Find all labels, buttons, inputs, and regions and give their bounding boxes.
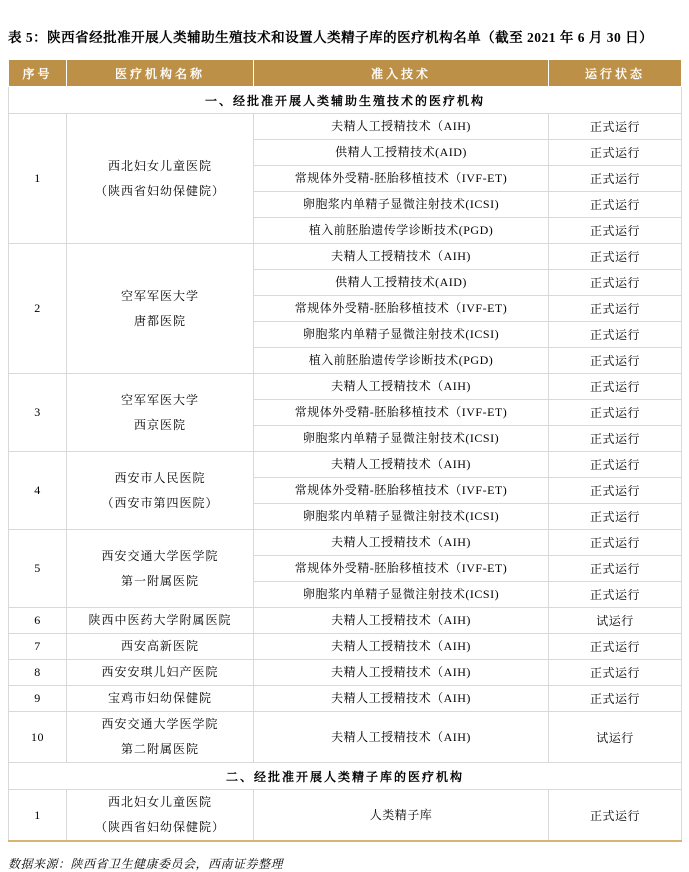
row-number-cell: 3	[9, 374, 67, 452]
tech-cell: 夫精人工授精技术（AIH)	[254, 374, 549, 400]
tech-cell: 常规体外受精-胚胎移植技术（IVF-ET)	[254, 400, 549, 426]
status-cell: 正式运行	[549, 660, 682, 686]
table-header	[9, 60, 682, 87]
section-row	[9, 87, 682, 114]
status-cell: 正式运行	[549, 296, 682, 322]
tech-cell: 夫精人工授精技术（AIH)	[254, 686, 549, 712]
institution-cell	[67, 374, 254, 452]
row-number-cell: 5	[9, 530, 67, 608]
table-row	[9, 686, 682, 712]
institution-cell	[67, 660, 254, 686]
institution-line: （陕西省妇幼保健院）	[94, 183, 225, 198]
table-title: 表 5：陕西省经批准开展人类辅助生殖技术和设置人类精子库的医疗机构名单（截至 2021 年 6 月 30 日）	[8, 30, 654, 45]
row-number-cell: 8	[9, 660, 67, 686]
status-cell: 正式运行	[549, 114, 682, 140]
institution-line: 唐都医院	[133, 313, 186, 328]
institution-line: 西安交通大学医学院	[101, 548, 219, 563]
table-row	[9, 530, 682, 556]
table-row	[9, 660, 682, 686]
table-row	[9, 608, 682, 634]
institution-cell	[67, 114, 254, 244]
institution-line: 西安高新医院	[120, 639, 199, 653]
status-cell: 正式运行	[549, 426, 682, 452]
row-number-cell: 6	[9, 608, 67, 634]
status-cell: 正式运行	[549, 348, 682, 374]
institution-line: 陕西中医药大学附属医院	[88, 613, 232, 627]
status-cell: 正式运行	[549, 478, 682, 504]
status-cell: 试运行	[549, 608, 682, 634]
table-row	[9, 452, 682, 478]
section-row	[9, 763, 682, 790]
table-row	[9, 374, 682, 400]
institution-cell	[67, 608, 254, 634]
institution-line: 第二附属医院	[120, 742, 199, 756]
tech-cell: 夫精人工授精技术（AIH)	[254, 244, 549, 270]
table-row	[9, 790, 682, 842]
column-header-technology: 准入技术	[254, 60, 549, 87]
data-source-note: 数据来源：陕西省卫生健康委员会，西南证券整理	[8, 857, 284, 871]
status-cell: 正式运行	[549, 244, 682, 270]
institution-line: 空军军医大学	[120, 392, 199, 407]
institution-line: 西北妇女儿童医院	[107, 795, 212, 809]
table-body	[9, 87, 682, 842]
status-cell: 正式运行	[549, 504, 682, 530]
section-title: 二、经批准开展人类精子库的医疗机构	[9, 763, 682, 790]
tech-cell: 夫精人工授精技术（AIH)	[254, 530, 549, 556]
tech-cell: 植入前胚胎遗传学诊断技术(PGD)	[254, 348, 549, 374]
tech-cell: 人类精子库	[254, 790, 549, 842]
row-number-cell: 2	[9, 244, 67, 374]
table-row	[9, 712, 682, 763]
status-cell: 正式运行	[549, 556, 682, 582]
tech-cell: 常规体外受精-胚胎移植技术（IVF-ET)	[254, 478, 549, 504]
column-header-no: 序号	[9, 60, 67, 87]
tech-cell: 植入前胚胎遗传学诊断技术(PGD)	[254, 218, 549, 244]
tech-cell: 夫精人工授精技术（AIH)	[254, 660, 549, 686]
column-header-status: 运行状态	[549, 60, 682, 87]
institution-cell	[67, 530, 254, 608]
institution-line: 宝鸡市妇幼保健院	[107, 691, 212, 705]
institution-line: 西京医院	[133, 417, 186, 432]
tech-cell: 常规体外受精-胚胎移植技术（IVF-ET)	[254, 166, 549, 192]
tech-cell: 夫精人工授精技术（AIH)	[254, 608, 549, 634]
row-number-cell: 10	[9, 712, 67, 763]
tech-cell: 常规体外受精-胚胎移植技术（IVF-ET)	[254, 296, 549, 322]
tech-cell: 卵胞浆内单精子显微注射技术(ICSI)	[254, 504, 549, 530]
institution-line: （西安市第四医院）	[101, 495, 219, 510]
column-header-institution: 医疗机构名称	[67, 60, 254, 87]
tech-cell: 夫精人工授精技术（AIH)	[254, 452, 549, 478]
status-cell: 正式运行	[549, 166, 682, 192]
status-cell: 正式运行	[549, 218, 682, 244]
row-number-cell: 7	[9, 634, 67, 660]
institution-cell	[67, 634, 254, 660]
status-cell: 试运行	[549, 712, 682, 763]
status-cell: 正式运行	[549, 634, 682, 660]
status-cell: 正式运行	[549, 270, 682, 296]
institution-cell	[67, 452, 254, 530]
status-cell: 正式运行	[549, 140, 682, 166]
row-number-cell: 9	[9, 686, 67, 712]
tech-cell: 夫精人工授精技术（AIH)	[254, 114, 549, 140]
status-cell: 正式运行	[549, 582, 682, 608]
institution-line: （陕西省妇幼保健院）	[94, 820, 225, 834]
table-row	[9, 634, 682, 660]
table-row	[9, 244, 682, 270]
tech-cell: 常规体外受精-胚胎移植技术（IVF-ET)	[254, 556, 549, 582]
section-title: 一、经批准开展人类辅助生殖技术的医疗机构	[9, 87, 682, 114]
institution-cell	[67, 686, 254, 712]
institution-cell	[67, 712, 254, 763]
table-row	[9, 114, 682, 140]
status-cell: 正式运行	[549, 452, 682, 478]
approval-table	[8, 59, 682, 842]
institution-line: 西安安琪儿妇产医院	[101, 665, 219, 679]
tech-cell: 供精人工授精技术(AID)	[254, 140, 549, 166]
tech-cell: 卵胞浆内单精子显微注射技术(ICSI)	[254, 192, 549, 218]
row-number-cell: 4	[9, 452, 67, 530]
tech-cell: 供精人工授精技术(AID)	[254, 270, 549, 296]
tech-cell: 夫精人工授精技术（AIH)	[254, 634, 549, 660]
status-cell: 正式运行	[549, 192, 682, 218]
institution-line: 西北妇女儿童医院	[107, 158, 212, 173]
tech-cell: 卵胞浆内单精子显微注射技术(ICSI)	[254, 322, 549, 348]
institution-line: 西安交通大学医学院	[101, 717, 219, 731]
status-cell: 正式运行	[549, 322, 682, 348]
institution-line: 西安市人民医院	[114, 470, 206, 485]
row-number-cell: 1	[9, 790, 67, 842]
status-cell: 正式运行	[549, 374, 682, 400]
institution-line: 空军军医大学	[120, 288, 199, 303]
tech-cell: 卵胞浆内单精子显微注射技术(ICSI)	[254, 582, 549, 608]
tech-cell: 夫精人工授精技术（AIH)	[254, 712, 549, 763]
tech-cell: 卵胞浆内单精子显微注射技术(ICSI)	[254, 426, 549, 452]
status-cell: 正式运行	[549, 686, 682, 712]
institution-cell	[67, 244, 254, 374]
row-number-cell: 1	[9, 114, 67, 244]
institution-cell	[67, 790, 254, 842]
status-cell: 正式运行	[549, 400, 682, 426]
status-cell: 正式运行	[549, 790, 682, 842]
header-row	[9, 60, 682, 87]
institution-line: 第一附属医院	[120, 573, 199, 588]
status-cell: 正式运行	[549, 530, 682, 556]
